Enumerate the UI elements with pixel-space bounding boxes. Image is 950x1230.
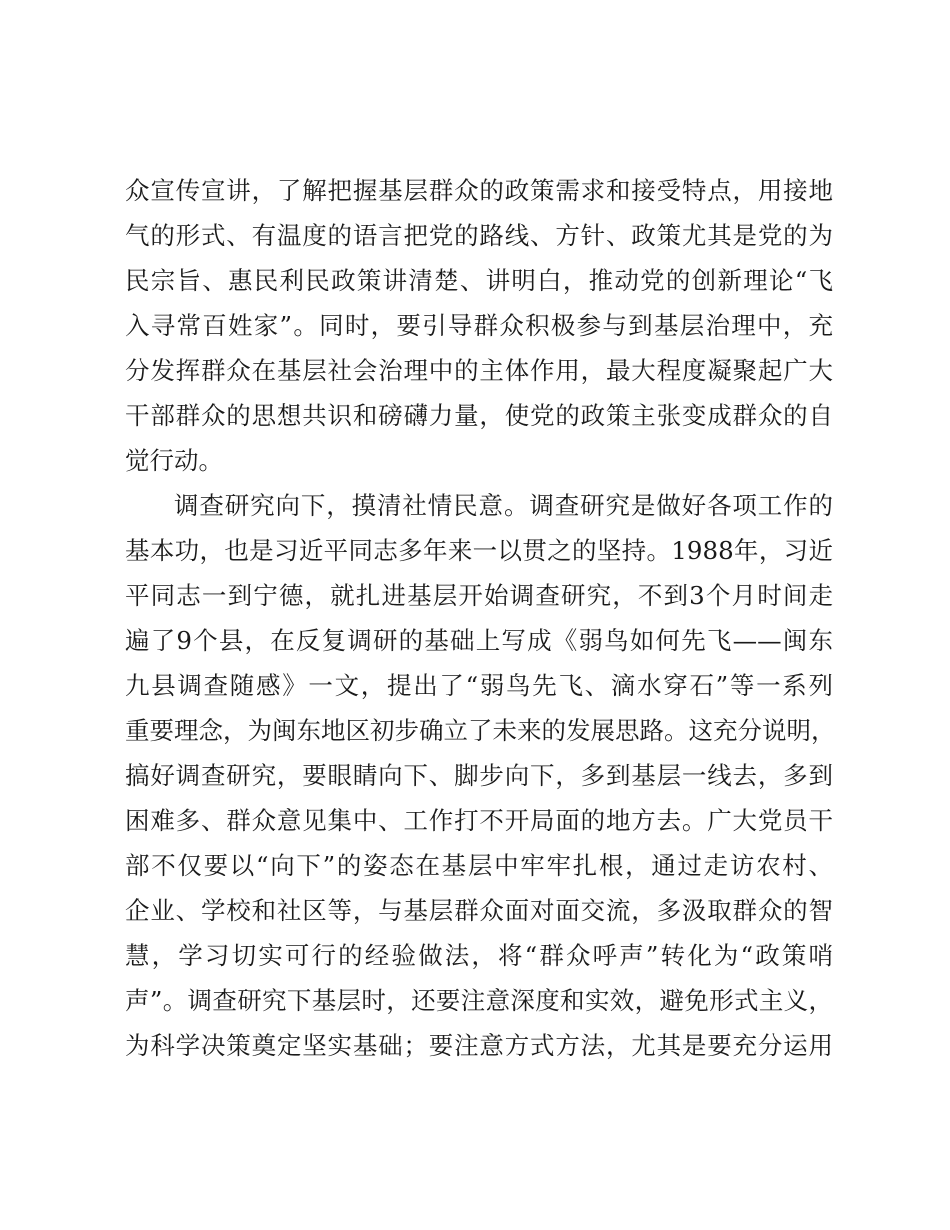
text-line: 困难多、群众意见集中、工作打不开局面的地方去。广大党员干 (125, 806, 833, 835)
text-line: 干部群众的思想共识和磅礴力量，使党的政策主张变成群众的自 (125, 401, 833, 430)
paragraph-2 (125, 483, 845, 1068)
text-line: 众宣传宣讲，了解把握基层群众的政策需求和接受特点，用接地 (125, 176, 833, 205)
text-line: 气的形式、有温度的语言把党的路线、方针、政策尤其是党的为 (125, 221, 833, 250)
text-line: 慧，学习切实可行的经验做法，将“群众呼声”转化为“政策哨 (125, 941, 833, 970)
text-line: 平同志一到宁德，就扎进基层开始调查研究，不到3个月时间走 (125, 581, 833, 610)
text-line: 企业、学校和社区等，与基层群众面对面交流，多汲取群众的智 (125, 896, 833, 925)
text-line: 为科学决策奠定坚实基础；要注意方式方法，尤其是要充分运用 (125, 1031, 833, 1060)
text-line: 民宗旨、惠民利民政策讲清楚、讲明白，推动党的创新理论“飞 (125, 266, 833, 295)
text-line: 部不仅要以“向下”的姿态在基层中牢牢扎根，通过走访农村、 (125, 851, 833, 880)
text-line: 搞好调查研究，要眼睛向下、脚步向下，多到基层一线去，多到 (125, 761, 833, 790)
text-line: 遍了9个县，在反复调研的基础上写成《弱鸟如何先飞——闽东 (125, 626, 833, 655)
body-text (125, 168, 845, 1068)
text-line: 九县调查随感》一文，提出了“弱鸟先飞、滴水穿石”等一系列 (125, 671, 833, 700)
text-line: 觉行动。 (125, 446, 223, 475)
text-line: 重要理念，为闽东地区初步确立了未来的发展思路。这充分说明， (125, 716, 836, 745)
paragraph-1 (125, 168, 845, 483)
text-line: 调查研究向下，摸清社情民意。调查研究是做好各项工作的 (174, 491, 833, 520)
text-line: 基本功，也是习近平同志多年来一以贯之的坚持。1988年，习近 (125, 536, 833, 565)
text-line: 分发挥群众在基层社会治理中的主体作用，最大程度凝聚起广大 (125, 356, 833, 385)
text-line: 声”。调查研究下基层时，还要注意深度和实效，避免形式主义， (125, 986, 833, 1015)
text-line: 入寻常百姓家”。同时，要引导群众积极参与到基层治理中，充 (125, 311, 833, 340)
